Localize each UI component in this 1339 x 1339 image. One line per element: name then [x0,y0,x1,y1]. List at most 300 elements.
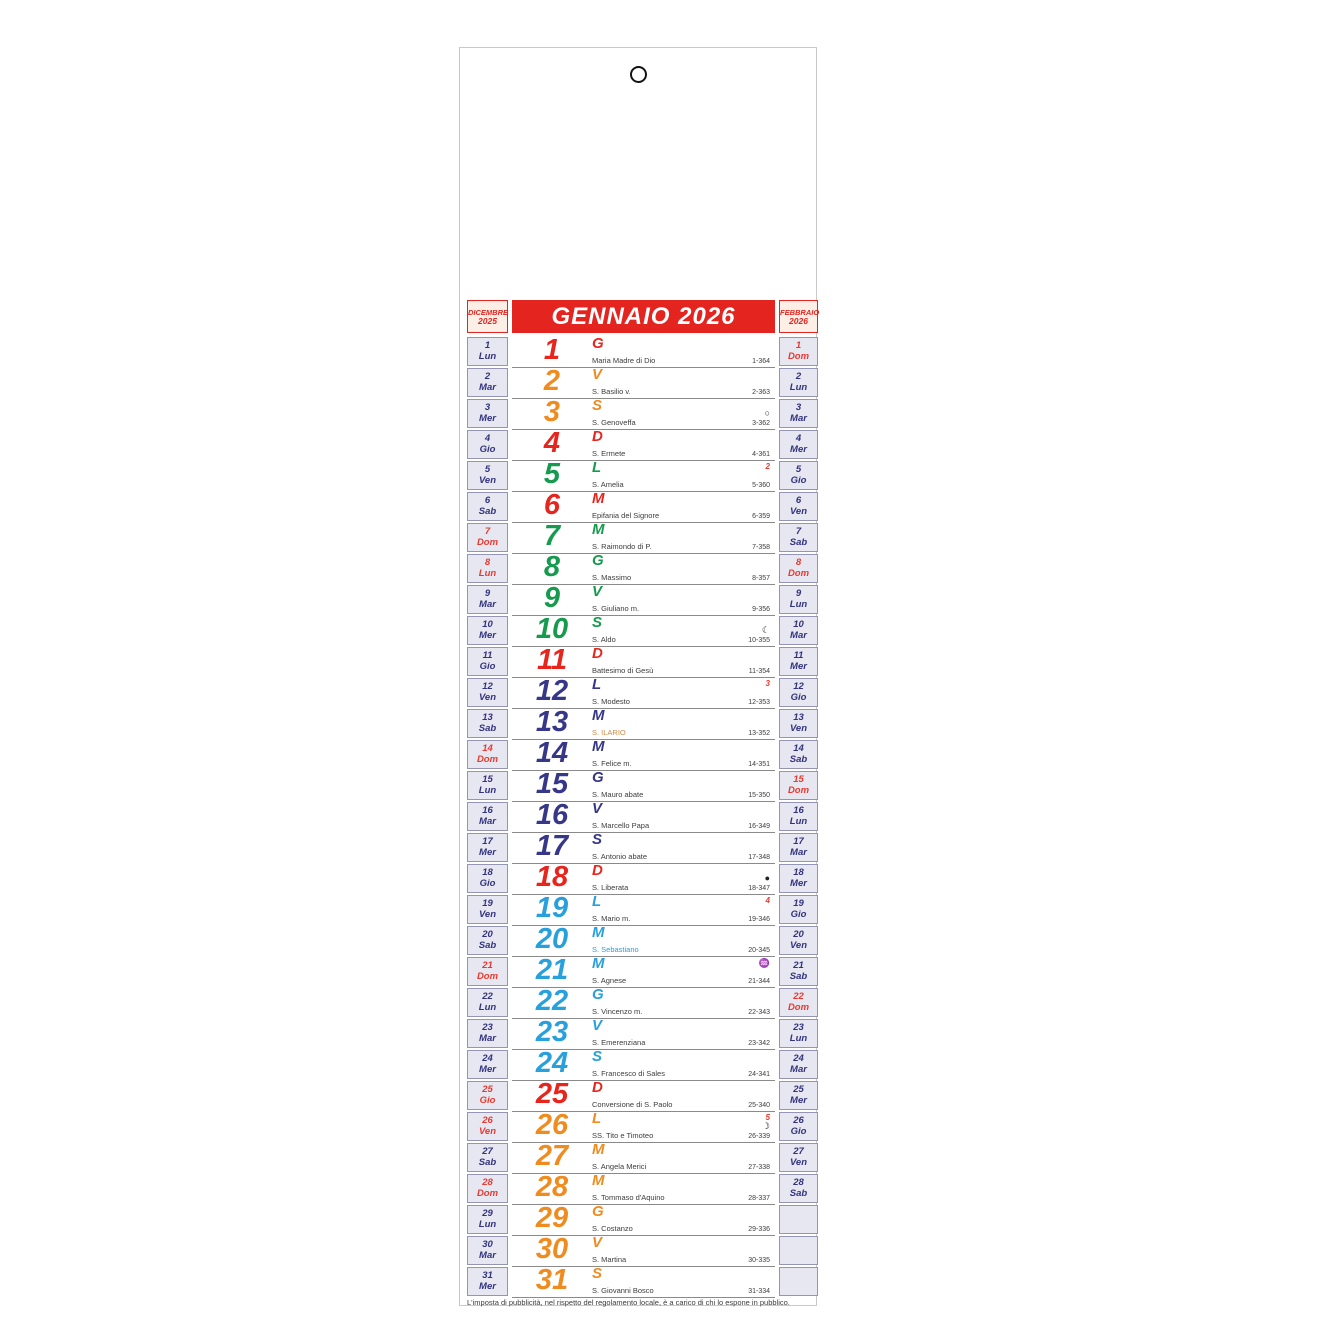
saint-name: S. Angela Merici [592,1162,647,1171]
calendar-row [460,1016,818,1050]
prev-month-day-cell [467,1267,508,1296]
weekday-letter: M [592,1172,605,1189]
calendar-rows [460,334,818,1298]
day-of-year-counter: 26-339 [748,1133,770,1140]
prev-month-day-cell [467,1112,508,1141]
next-month-day-cell [779,1081,818,1110]
next-month-day-weekday: Mer [790,661,807,672]
next-month-day-number: 26 [793,1115,804,1126]
saint-name: S. ILARIO [592,728,626,737]
next-month-day-weekday: Ven [789,723,808,734]
prev-month-day-number: 25 [482,1084,493,1095]
weekday-letter: S [592,831,603,848]
hanging-hole [630,66,647,83]
saint-name: Battesimo di Gesù [592,666,654,675]
prev-month-day-number: 2 [484,371,491,382]
prev-month-day-cell [467,709,508,738]
calendar-row [460,830,818,864]
main-day-cell [512,489,775,523]
saint-name: S. Antonio abate [592,852,648,861]
day-number: 20 [535,923,569,955]
day-of-year-counter: 2-363 [752,389,770,396]
prev-month-day-cell [467,554,508,583]
prev-month-day-cell [467,771,508,800]
calendar-row [460,334,818,368]
prev-month-day-cell [467,616,508,645]
day-number: 8 [543,551,561,583]
prev-month-day-cell [467,1205,508,1234]
prev-month-day-cell [467,368,508,397]
next-month-day-number: 10 [793,619,804,630]
main-day-cell [512,1264,775,1298]
day-of-year-counter: 18-347 [748,885,770,892]
main-day-cell [512,1202,775,1236]
weekday-letter: G [592,335,604,352]
calendar-row [460,1140,818,1174]
moon-phase-icon: ● [764,873,770,883]
prev-month-day-weekday: Ven [478,692,497,703]
next-month-day-weekday: Lun [789,382,808,393]
day-of-year-counter: 16-349 [748,823,770,830]
main-day-cell [512,427,775,461]
prev-month-day-weekday: Gio [479,661,496,672]
next-month-day-weekday: Dom [787,1002,810,1013]
prev-month-day-number: 12 [482,681,493,692]
main-day-cell [512,830,775,864]
next-month-day-number: 6 [795,495,802,506]
next-month-day-number: 18 [793,867,804,878]
prev-month-day-weekday: Ven [478,1126,497,1137]
prev-month-day-number: 7 [484,526,491,537]
saint-name: S. Sebastiano [592,945,639,954]
saint-name: Epifania del Signore [592,511,660,520]
next-month-day-cell [779,430,818,459]
weekday-letter: S [592,1048,603,1065]
next-month-day-weekday: Sab [789,754,808,765]
next-month-day-number: 4 [795,433,802,444]
weekday-letter: V [592,583,603,600]
next-month-day-weekday: Mar [790,847,807,858]
prev-month-day-weekday: Lun [478,568,497,579]
prev-month-day-cell [467,802,508,831]
main-day-cell [512,613,775,647]
day-number: 12 [535,675,569,707]
day-number: 26 [535,1109,569,1141]
calendar-row [460,396,818,430]
day-number: 10 [535,613,569,645]
next-month-day-number: 7 [795,526,802,537]
main-day-cell [512,1047,775,1081]
prev-month-day-cell [467,1019,508,1048]
prev-month-day-number: 6 [484,495,491,506]
next-month-day-number: 11 [793,650,804,661]
saint-name: S. Marcello Papa [592,821,650,830]
prev-month-day-weekday: Lun [478,1219,497,1230]
prev-month-day-number: 30 [482,1239,493,1250]
main-day-cell [512,737,775,771]
next-month-day-weekday: Dom [787,785,810,796]
day-of-year-counter: 8-357 [752,575,770,582]
day-of-year-counter: 7-358 [752,544,770,551]
next-month-day-number: 16 [793,805,804,816]
calendar-row [460,675,818,709]
next-month-day-weekday: Mar [790,413,807,424]
main-day-cell [512,582,775,616]
next-month-day-cell [779,1143,818,1172]
main-day-cell [512,520,775,554]
next-month-day-cell [779,1112,818,1141]
calendar-row [460,551,818,585]
next-month-day-weekday: Sab [789,1188,808,1199]
saint-name: S. Basilio v. [592,387,631,396]
month-title-bar [512,300,775,333]
day-number: 21 [535,954,569,986]
weekday-letter: M [592,1141,605,1158]
next-month-day-number: 12 [793,681,804,692]
day-of-year-counter: 27-338 [748,1164,770,1171]
next-month-day-cell [779,833,818,862]
saint-name: S. Giuliano m. [592,604,640,613]
saint-name: S. Mario m. [592,914,631,923]
prev-month-day-cell [467,957,508,986]
day-number: 15 [535,768,569,800]
weekday-letter: D [592,645,603,662]
calendar-row [460,613,818,647]
next-month-day-weekday: Gio [790,692,807,703]
weekday-letter: S [592,614,603,631]
main-day-cell [512,768,775,802]
day-number: 24 [535,1047,569,1079]
prev-month-day-number: 19 [482,898,493,909]
moon-phase-icon: ☾ [761,625,770,635]
saint-name: S. Amelia [592,480,624,489]
day-of-year-counter: 30-335 [748,1257,770,1264]
next-month-day-cell [779,1050,818,1079]
next-month-day-weekday: Lun [789,1033,808,1044]
prev-month-day-cell [467,585,508,614]
next-month-day-weekday: Mer [790,444,807,455]
prev-month-day-cell [467,740,508,769]
main-day-cell [512,1078,775,1112]
calendar-page [459,47,820,1307]
week-number: 3 [765,679,770,688]
day-number: 2 [543,365,561,397]
next-month-day-weekday: Lun [789,816,808,827]
prev-month-day-cell [467,678,508,707]
weekday-letter: M [592,955,605,972]
next-month-box [779,300,818,333]
weekday-letter: D [592,428,603,445]
weekday-letter: L [592,676,602,693]
next-month-day-weekday: Mar [790,1064,807,1075]
calendar-row [460,489,818,523]
saint-name: S. Mauro abate [592,790,644,799]
day-of-year-counter: 10-355 [748,637,770,644]
prev-month-day-weekday: Gio [479,444,496,455]
saint-name: S. Martina [592,1255,627,1264]
prev-month-day-number: 23 [482,1022,493,1033]
day-number: 22 [535,985,569,1017]
next-month-day-number: 21 [793,960,804,971]
prev-month-day-weekday: Sab [478,940,497,951]
calendar-row [460,1233,818,1267]
weekday-letter: D [592,1079,603,1096]
day-of-year-counter: 11-354 [748,668,770,675]
main-day-cell [512,675,775,709]
next-month-day-cell [779,399,818,428]
next-month-day-weekday: Mer [790,878,807,889]
next-month-day-number: 13 [793,712,804,723]
next-month-day-weekday: Sab [789,971,808,982]
next-month-day-number: 20 [793,929,804,940]
next-month-year: 2026 [789,315,808,326]
day-of-year-counter: 6-359 [752,513,770,520]
prev-month-day-weekday: Mer [479,630,496,641]
main-day-cell [512,954,775,988]
month-title: GENNAIO 2026 [551,302,736,330]
prev-month-day-weekday: Gio [479,878,496,889]
day-number: 3 [543,396,561,428]
day-number: 29 [535,1202,569,1234]
next-month-day-cell [779,337,818,366]
next-month-day-cell [779,802,818,831]
day-number: 13 [535,706,569,738]
next-month-day-cell [779,368,818,397]
day-of-year-counter: 1-364 [752,358,770,365]
prev-month-day-number: 28 [482,1177,493,1188]
day-number: 1 [543,334,561,366]
day-of-year-counter: 5-360 [752,482,770,489]
saint-name: S. Emerenziana [592,1038,646,1047]
next-month-day-cell [779,864,818,893]
saint-name: S. Tommaso d'Aquino [592,1193,665,1202]
next-month-day-number: 17 [793,836,804,847]
prev-month-day-cell [467,833,508,862]
day-of-year-counter: 19-346 [748,916,770,923]
prev-month-day-cell [467,926,508,955]
calendar-body [460,300,818,1298]
weekday-letter: M [592,490,605,507]
day-number: 27 [535,1140,569,1172]
next-month-day-cell [779,554,818,583]
prev-month-day-cell [467,523,508,552]
day-of-year-counter: 25-340 [748,1102,770,1109]
calendar-row [460,954,818,988]
weekday-letter: L [592,459,602,476]
day-number: 11 [536,644,568,676]
next-month-day-weekday: Mer [790,1095,807,1106]
day-of-year-counter: 13-352 [748,730,770,737]
prev-month-day-number: 10 [482,619,493,630]
main-day-cell [512,923,775,957]
day-number: 19 [535,892,569,924]
day-number: 30 [535,1233,569,1265]
prev-month-day-cell [467,1081,508,1110]
prev-month-day-weekday: Lun [478,351,497,362]
next-month-day-cell [779,895,818,924]
calendar-row [460,520,818,554]
prev-month-day-weekday: Mer [479,413,496,424]
calendar-row [460,1047,818,1081]
day-number: 9 [543,582,561,614]
prev-month-day-cell [467,988,508,1017]
next-month-day-cell [779,771,818,800]
weekday-letter: G [592,1203,604,1220]
prev-month-day-weekday: Lun [478,1002,497,1013]
calendar-row [460,1078,818,1112]
next-month-day-number: 9 [795,588,802,599]
day-number: 23 [535,1016,569,1048]
prev-month-day-weekday: Lun [478,785,497,796]
prev-month-day-number: 4 [484,433,491,444]
day-of-year-counter: 20-345 [748,947,770,954]
calendar-row [460,1202,818,1236]
calendar-row [460,1171,818,1205]
prev-month-day-weekday: Dom [476,537,499,548]
prev-month-day-weekday: Mar [479,1250,496,1261]
calendar-row [460,768,818,802]
prev-month-day-cell [467,1050,508,1079]
day-number: 4 [543,427,561,459]
next-month-day-number: 25 [793,1084,804,1095]
next-month-day-number: 1 [795,340,802,351]
next-month-day-cell [779,709,818,738]
prev-month-day-number: 5 [484,464,491,475]
weekday-letter: V [592,1234,603,1251]
next-month-day-number: 22 [793,991,804,1002]
day-number: 18 [535,861,569,893]
next-month-day-cell [779,461,818,490]
next-month-day-cell [779,647,818,676]
next-month-day-cell [779,1236,818,1265]
next-month-day-weekday: Lun [789,599,808,610]
main-day-cell [512,1140,775,1174]
next-month-day-weekday: Ven [789,940,808,951]
prev-month-day-weekday: Ven [478,475,497,486]
main-day-cell [512,799,775,833]
prev-month-day-number: 27 [482,1146,493,1157]
prev-month-day-number: 16 [482,805,493,816]
saint-name: S. Liberata [592,883,629,892]
weekday-letter: M [592,707,605,724]
day-of-year-counter: 22-343 [748,1009,770,1016]
calendar-row [460,582,818,616]
moon-phase-icon: ☽ [761,1121,770,1131]
prev-month-day-weekday: Mer [479,1281,496,1292]
next-month-name: FEBBRAIO [780,307,820,317]
prev-month-day-cell [467,1143,508,1172]
day-number: 25 [535,1078,569,1110]
weekday-letter: S [592,1265,603,1282]
main-day-cell [512,644,775,678]
prev-month-day-cell [467,399,508,428]
next-month-day-number: 2 [795,371,802,382]
day-of-year-counter: 31-334 [748,1288,770,1295]
prev-month-year: 2025 [478,315,497,326]
weekday-letter: M [592,738,605,755]
day-number: 7 [543,520,561,552]
next-month-day-number: 15 [793,774,804,785]
next-month-day-weekday: Mar [790,630,807,641]
prev-month-day-weekday: Gio [479,1095,496,1106]
footer-note: L'imposta di pubblicità, nel rispetto del regolamento locale, è a carico di chi lo espone in pubblico. [467,1298,790,1307]
prev-month-day-cell [467,492,508,521]
next-month-day-cell [779,926,818,955]
week-number: 2 [765,462,770,471]
prev-month-day-number: 3 [484,402,491,413]
prev-month-day-number: 21 [482,960,493,971]
prev-month-day-number: 14 [482,743,493,754]
weekday-letter: D [592,862,603,879]
weekday-letter: G [592,986,604,1003]
next-month-day-cell [779,585,818,614]
day-of-year-counter: 14-351 [748,761,770,768]
calendar-row [460,923,818,957]
saint-name: S. Massimo [592,573,632,582]
prev-month-box [467,300,508,333]
prev-month-day-weekday: Sab [478,723,497,734]
prev-month-day-number: 9 [484,588,491,599]
saint-name: S. Ermete [592,449,626,458]
prev-month-day-cell [467,430,508,459]
calendar-row [460,1109,818,1143]
prev-month-day-number: 26 [482,1115,493,1126]
next-month-day-cell [779,616,818,645]
prev-month-day-number: 18 [482,867,493,878]
main-day-cell [512,1016,775,1050]
zodiac-aquarius-icon: ♒ [758,958,770,968]
day-number: 6 [543,489,561,521]
week-number: 4 [765,896,770,905]
weekday-letter: M [592,924,605,941]
day-number: 16 [535,799,569,831]
prev-month-name: DICEMBRE [468,307,509,317]
weekday-letter: V [592,1017,603,1034]
day-number: 5 [543,458,561,490]
next-month-day-number: 3 [795,402,802,413]
prev-month-day-weekday: Mer [479,1064,496,1075]
prev-month-day-weekday: Mer [479,847,496,858]
main-day-cell [512,861,775,895]
calendar-row [460,644,818,678]
calendar-header [460,300,818,337]
main-day-cell [512,365,775,399]
moon-phase-icon: ○ [764,408,770,418]
next-month-day-weekday: Ven [789,1157,808,1168]
day-of-year-counter: 15-350 [748,792,770,799]
prev-month-day-weekday: Ven [478,909,497,920]
prev-month-day-cell [467,647,508,676]
prev-month-day-cell [467,1174,508,1203]
next-month-day-number: 8 [795,557,802,568]
main-day-cell [512,1109,775,1143]
saint-name: S. Agnese [592,976,627,985]
weekday-letter: V [592,366,603,383]
next-month-day-weekday: Gio [790,1126,807,1137]
weekday-letter: S [592,397,603,414]
day-of-year-counter: 21-344 [748,978,770,985]
calendar-row [460,706,818,740]
prev-month-day-weekday: Sab [478,1157,497,1168]
saint-name: S. Genoveffa [592,418,636,427]
next-month-day-number: 27 [793,1146,804,1157]
saint-name: S. Modesto [592,697,630,706]
prev-month-day-cell [467,461,508,490]
prev-month-day-weekday: Mar [479,382,496,393]
day-number: 14 [535,737,569,769]
next-month-day-number: 24 [793,1053,804,1064]
main-day-cell [512,1171,775,1205]
